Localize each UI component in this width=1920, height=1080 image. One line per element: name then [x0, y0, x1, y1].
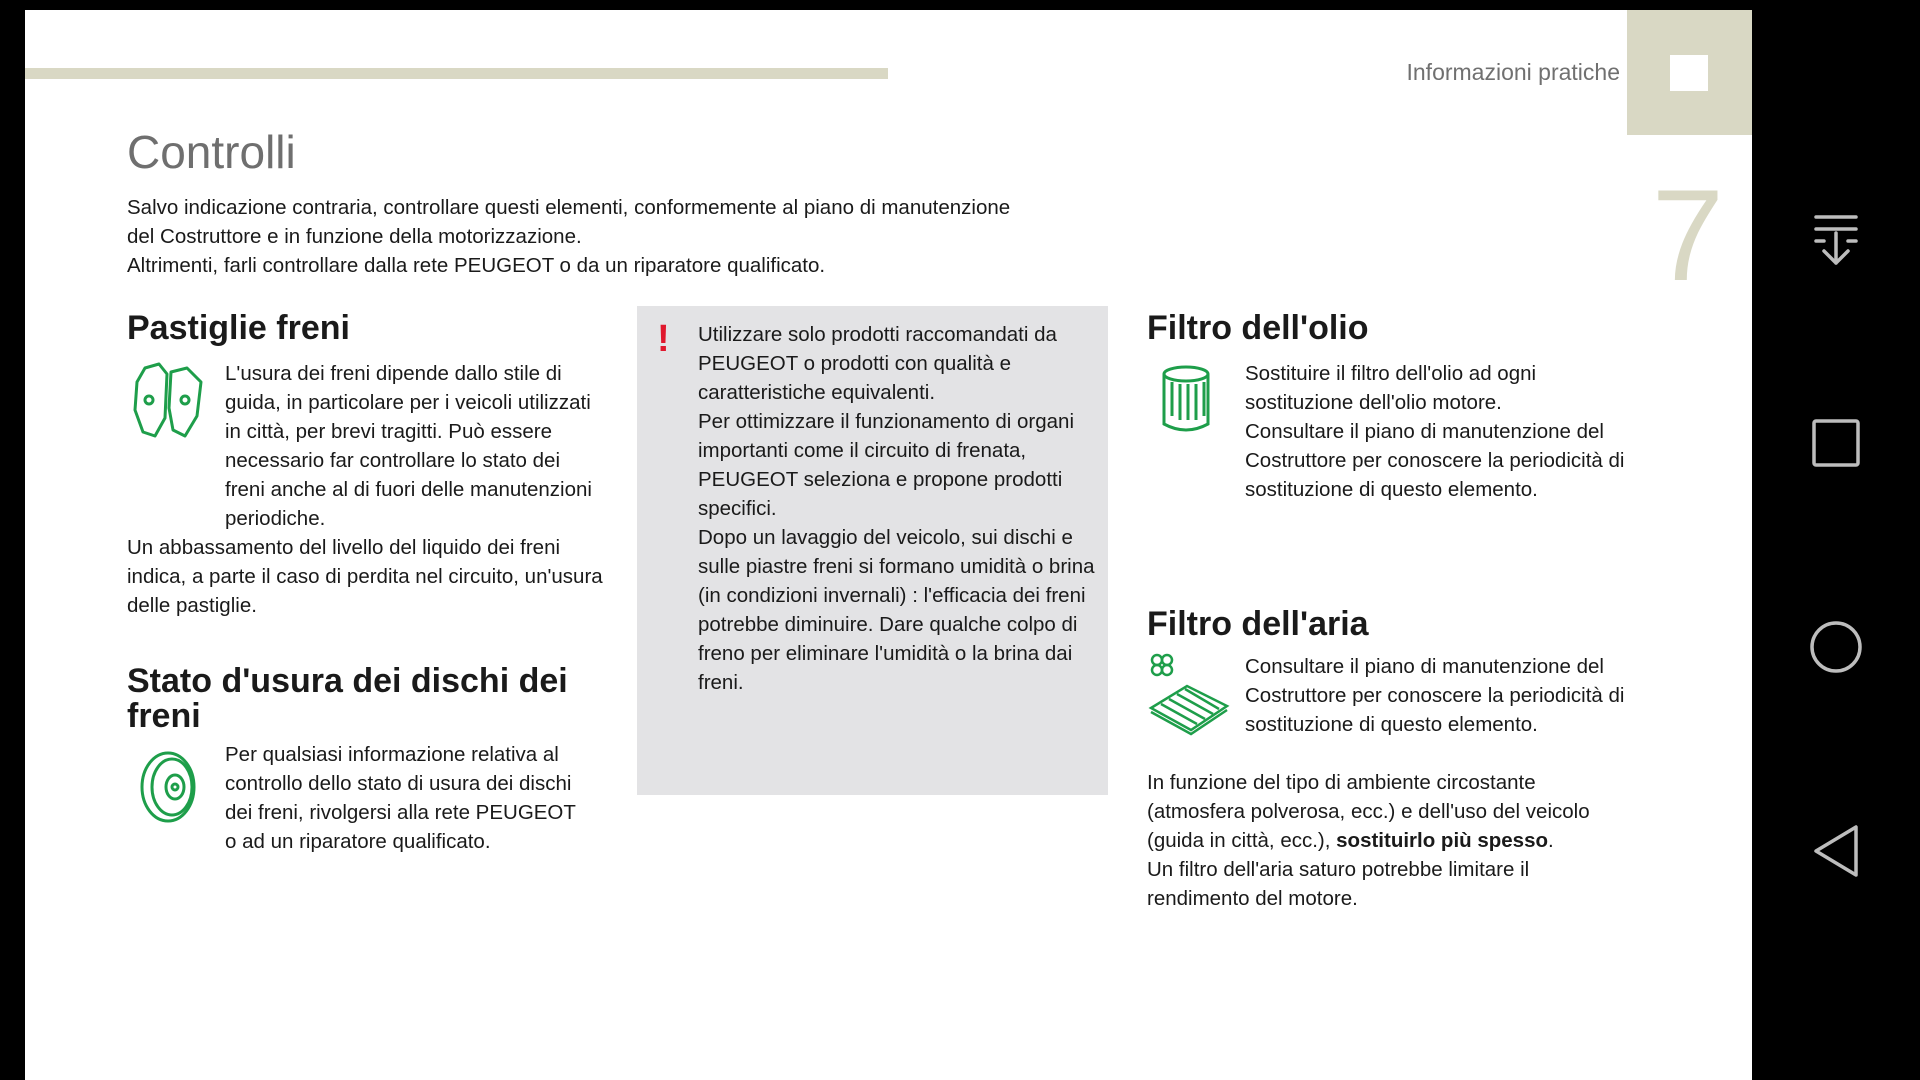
warning-note-text	[698, 320, 1103, 697]
page-title: Controlli	[127, 126, 296, 178]
brake-discs-heading: Stato d'usura dei dischi dei freni	[127, 662, 568, 735]
brake-pads-text: L'usura dei freni dipende dallo stile di guida, in particolare per i veicoli utilizzati in città, per brevi tragitti. Può essere necessario far controllare lo stato dei freni anche al di fuori delle manutenzioni periodiche.	[225, 362, 592, 530]
oil-filter-icon	[1159, 364, 1213, 436]
oil-filter-paragraph: Consultare il piano di manutenzione del Costruttore per conoscere la periodicità di sostituzione di questo elemento.	[1245, 420, 1625, 501]
back-icon[interactable]	[1806, 821, 1866, 881]
document-page	[25, 10, 1752, 1080]
chapter-number: 7	[1651, 162, 1724, 308]
chapter-tab	[1627, 10, 1752, 135]
air-filter-text: Consultare il piano di manutenzione del Costruttore per conoscere la periodicità di sostituzione di questo elemento.	[1245, 655, 1625, 736]
header-rule	[25, 68, 888, 79]
air-filter-emphasis: sostituirlo più spesso	[1336, 829, 1549, 852]
air-filter-extra-text	[1147, 768, 1617, 913]
warning-note	[637, 306, 1108, 795]
brake-pads-heading: Pastiglie freni	[127, 309, 350, 347]
air-filter-paragraph	[1147, 768, 1617, 855]
oil-filter-paragraph: Sostituire il filtro dell'olio ad ogni sostituzione dell'olio motore.	[1245, 362, 1537, 414]
navigation-bar	[1752, 0, 1920, 1080]
warning-paragraph: Utilizzare solo prodotti raccomandati da PEUGEOT o prodotti con qualità e caratteristiche equivalenti.	[698, 323, 1057, 404]
intro-line: Altrimenti, farli controllare dalla rete PEUGEOT o da un riparatore qualificato.	[127, 254, 826, 277]
section-title: Informazioni pratiche	[1406, 59, 1620, 85]
oil-filter-heading: Filtro dell'olio	[1147, 309, 1369, 347]
oil-filter-text	[1245, 359, 1635, 504]
brake-pads-fluid-text: Un abbassamento del livello del liquido dei freni indica, a parte il caso di perdita nel circuito, un'usura delle pastiglie.	[127, 536, 603, 617]
warning-paragraph: Dopo un lavaggio del veicolo, sui dischi e sulle piastre freni si formano umidità o brina (in condizioni invernali) : l'efficacia dei freni potrebbe diminuire. Dare qualche colpo di freno per eliminare l'umidità o la brina dai freni.	[698, 526, 1095, 694]
chapter-marker	[1670, 55, 1708, 91]
home-icon[interactable]	[1806, 617, 1866, 677]
air-filter-paragraph: Un filtro dell'aria saturo potrebbe limitare il rendimento del motore.	[1147, 858, 1530, 910]
download-icon[interactable]	[1806, 209, 1866, 269]
air-filter-icon	[1147, 650, 1233, 736]
air-filter-heading: Filtro dell'aria	[1147, 605, 1369, 643]
brake-pads-icon	[131, 360, 205, 442]
intro-line: del Costruttore e in funzione della motorizzazione.	[127, 225, 582, 248]
air-filter-env-text: In funzione del tipo di ambiente circostante (atmosfera polverosa, ecc.) e dell'uso del veicolo (guida in città, ecc.),	[1147, 771, 1590, 852]
warning-icon: !	[657, 318, 670, 360]
intro-line: Salvo indicazione contraria, controllare questi elementi, conformemente al piano di manutenzione	[127, 196, 1011, 219]
intro-text	[127, 193, 1127, 280]
brake-discs-text: Per qualsiasi informazione relativa al controllo dello stato di usura dei dischi dei freni, rivolgersi alla rete PEUGEOT o ad un riparatore qualificato.	[225, 743, 576, 853]
brake-disc-icon	[139, 750, 197, 824]
recents-icon[interactable]	[1806, 413, 1866, 473]
air-filter-period: .	[1548, 829, 1554, 852]
warning-paragraph: Per ottimizzare il funzionamento di organi importanti come il circuito di frenata, PEUGEOT seleziona e propone prodotti specifici.	[698, 410, 1075, 520]
